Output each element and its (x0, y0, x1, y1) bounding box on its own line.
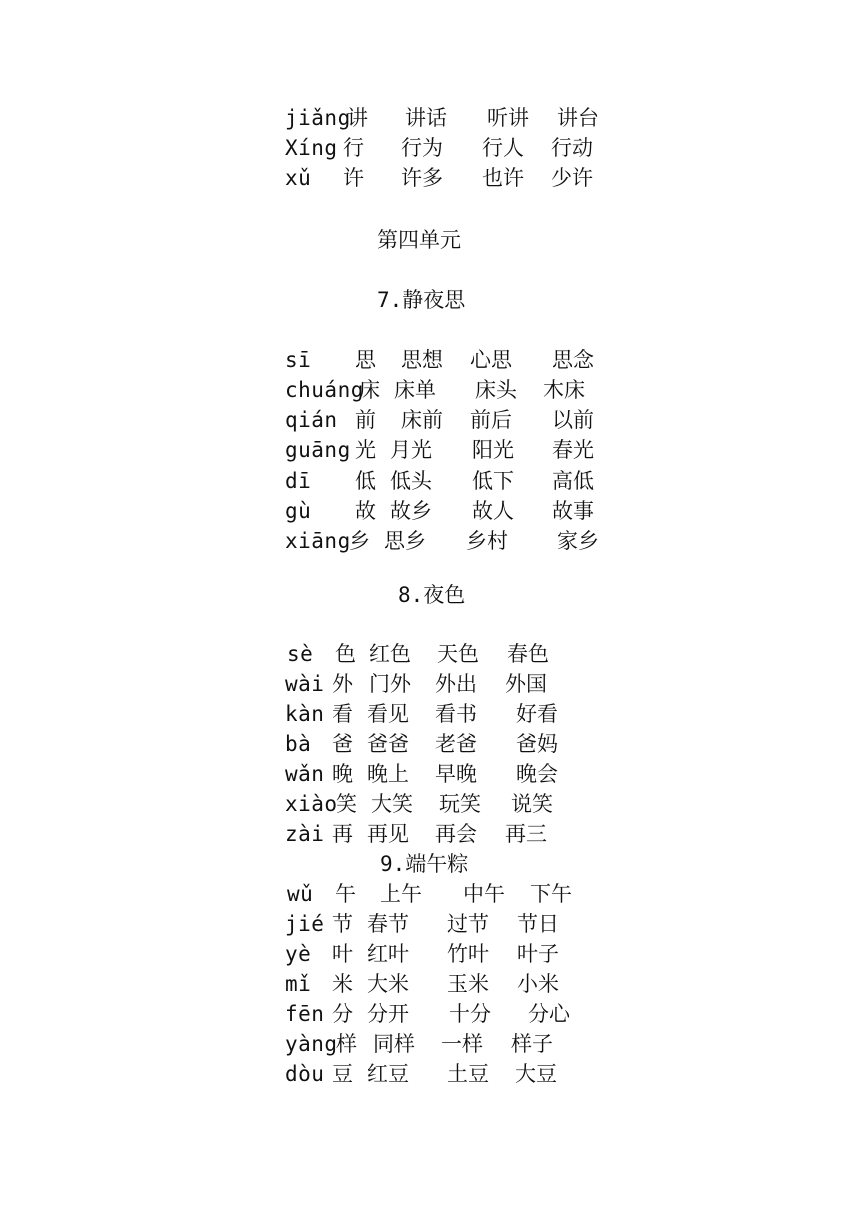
pinyin: Xíng (285, 136, 338, 160)
word: 过节 (447, 912, 489, 936)
character: 看 (332, 702, 353, 726)
word: 门外 (369, 672, 411, 696)
pinyin: sī (285, 348, 312, 372)
word: 家乡 (557, 529, 599, 553)
vocab-row (285, 103, 685, 133)
word: 再三 (505, 822, 547, 846)
vocab-row (285, 1059, 685, 1089)
word: 红豆 (367, 1062, 409, 1086)
vocab-row (285, 435, 685, 465)
pinyin: sè (287, 642, 314, 666)
word: 中午 (463, 882, 505, 906)
pinyin: dòu (285, 1062, 325, 1086)
vocab-row (285, 969, 685, 999)
word: 高低 (552, 469, 594, 493)
vocab-row (285, 405, 685, 435)
word: 玉米 (447, 972, 489, 996)
pinyin: bà (285, 732, 312, 756)
vocab-row (285, 345, 685, 375)
word: 行人 (482, 136, 524, 160)
word: 故乡 (390, 499, 432, 523)
word: 床单 (394, 378, 436, 402)
word: 乡村 (466, 529, 508, 553)
word: 阳光 (472, 438, 514, 462)
word: 心思 (470, 348, 512, 372)
word: 红叶 (367, 942, 409, 966)
word: 同样 (373, 1032, 415, 1056)
word: 故事 (552, 499, 594, 523)
word: 听讲 (487, 106, 529, 130)
vocab-row (285, 729, 685, 759)
vocab-row (285, 699, 685, 729)
vocab-row (285, 526, 685, 556)
character: 叶 (332, 942, 353, 966)
word: 大米 (367, 972, 409, 996)
vocab-row (285, 1029, 685, 1059)
word: 大笑 (371, 792, 413, 816)
word: 爸妈 (516, 732, 558, 756)
word: 土豆 (447, 1062, 489, 1086)
pinyin: kàn (285, 702, 325, 726)
character: 前 (355, 408, 376, 432)
pinyin: chuáng (285, 378, 364, 402)
word: 下午 (530, 882, 572, 906)
pinyin: mǐ (285, 972, 312, 996)
word: 外国 (505, 672, 547, 696)
word: 爸爸 (367, 732, 409, 756)
word: 十分 (449, 1002, 491, 1026)
word: 故人 (472, 499, 514, 523)
character: 笑 (336, 792, 357, 816)
word: 月光 (390, 438, 432, 462)
character: 爸 (332, 732, 353, 756)
pinyin: dī (285, 469, 312, 493)
pinyin: xǔ (285, 166, 312, 190)
pinyin: yàng (285, 1032, 338, 1056)
word: 前后 (470, 408, 512, 432)
character: 样 (336, 1032, 357, 1056)
character: 再 (332, 822, 353, 846)
word: 思想 (401, 348, 443, 372)
vocab-row (285, 133, 685, 163)
word: 春光 (552, 438, 594, 462)
lesson-7-title: 7.静夜思 (377, 288, 466, 312)
pinyin: wǎn (285, 762, 325, 786)
word: 看书 (435, 702, 477, 726)
word: 思乡 (384, 529, 426, 553)
character: 行 (343, 136, 364, 160)
word: 上午 (380, 882, 422, 906)
pinyin: jié (285, 912, 325, 936)
word: 叶子 (517, 942, 559, 966)
word: 好看 (516, 702, 558, 726)
unit-title: 第四单元 (377, 228, 461, 252)
word: 讲台 (557, 106, 599, 130)
word: 分开 (367, 1002, 409, 1026)
word: 外出 (435, 672, 477, 696)
character: 晚 (332, 762, 353, 786)
vocab-row (285, 375, 685, 405)
vocab-row (285, 939, 685, 969)
word: 一样 (441, 1032, 483, 1056)
vocab-row (285, 639, 685, 669)
pinyin: yè (285, 942, 312, 966)
character: 米 (332, 972, 353, 996)
lesson-8-title: 8.夜色 (398, 583, 466, 607)
pinyin: wǔ (287, 882, 314, 906)
pinyin: gù (285, 499, 312, 523)
character: 思 (355, 348, 376, 372)
word: 床头 (475, 378, 517, 402)
pinyin: guāng (285, 438, 351, 462)
word: 春色 (507, 642, 549, 666)
character: 外 (332, 672, 353, 696)
vocab-row (285, 466, 685, 496)
word: 竹叶 (447, 942, 489, 966)
vocab-row (285, 163, 685, 193)
pinyin: xiāng (285, 529, 351, 553)
vocab-row (285, 789, 685, 819)
word: 说笑 (511, 792, 553, 816)
vocab-row (285, 759, 685, 789)
pinyin: zài (285, 822, 325, 846)
word: 许多 (401, 166, 443, 190)
word: 再会 (435, 822, 477, 846)
character: 豆 (332, 1062, 353, 1086)
pinyin: wài (285, 672, 325, 696)
character: 乡 (349, 529, 370, 553)
word: 木床 (543, 378, 585, 402)
word: 讲话 (405, 106, 447, 130)
word: 大豆 (515, 1062, 557, 1086)
character: 节 (332, 912, 353, 936)
character: 故 (355, 499, 376, 523)
pinyin: fēn (285, 1002, 325, 1026)
pinyin: qián (285, 408, 338, 432)
word: 少许 (551, 166, 593, 190)
character: 讲 (347, 106, 368, 130)
lesson-9-title: 9.端午粽 (380, 852, 469, 876)
word: 思念 (552, 348, 594, 372)
word: 以前 (552, 408, 594, 432)
pinyin: xiào (285, 792, 338, 816)
character: 低 (355, 469, 376, 493)
vocab-row (285, 496, 685, 526)
word: 行动 (551, 136, 593, 160)
word: 老爸 (435, 732, 477, 756)
character: 许 (343, 166, 364, 190)
character: 床 (359, 378, 380, 402)
word: 天色 (437, 642, 479, 666)
word: 低头 (390, 469, 432, 493)
word: 床前 (401, 408, 443, 432)
character: 午 (335, 882, 356, 906)
word: 再见 (367, 822, 409, 846)
word: 分心 (528, 1002, 570, 1026)
word: 早晚 (435, 762, 477, 786)
word: 也许 (482, 166, 524, 190)
word: 春节 (367, 912, 409, 936)
character: 光 (355, 438, 376, 462)
character: 分 (332, 1002, 353, 1026)
word: 行为 (401, 136, 443, 160)
vocab-row (285, 819, 685, 849)
word: 红色 (369, 642, 411, 666)
character: 色 (335, 642, 356, 666)
word: 看见 (367, 702, 409, 726)
word: 样子 (511, 1032, 553, 1056)
vocab-row (285, 909, 685, 939)
word: 小米 (517, 972, 559, 996)
word: 晚上 (367, 762, 409, 786)
word: 低下 (472, 469, 514, 493)
word: 玩笑 (439, 792, 481, 816)
word: 晚会 (516, 762, 558, 786)
pinyin: jiǎng (285, 106, 351, 130)
vocab-row (285, 669, 685, 699)
word: 节日 (517, 912, 559, 936)
vocab-row (285, 999, 685, 1029)
vocab-row (285, 879, 685, 909)
